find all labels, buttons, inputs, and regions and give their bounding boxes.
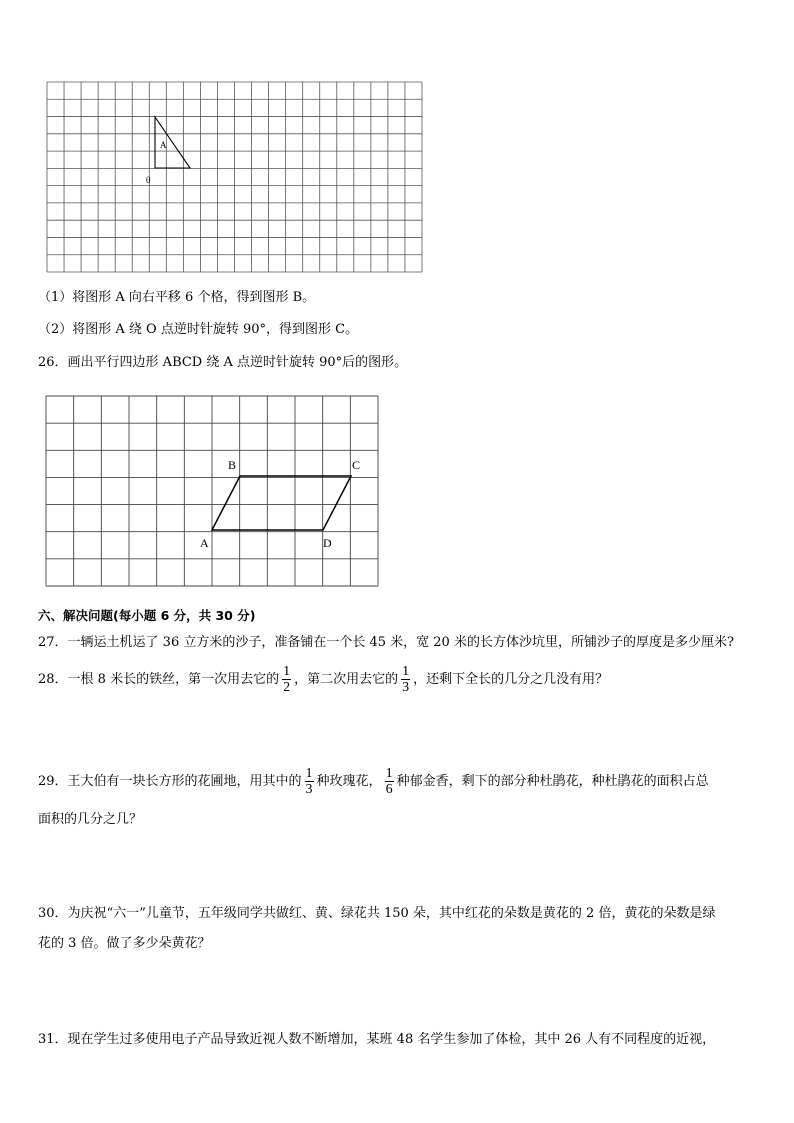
label-b: B (228, 458, 237, 472)
q28-part3: ，还剩下全长的几分之几没有用？ (413, 672, 609, 687)
q29-part2: 种玫瑰花， (316, 774, 382, 789)
grid-1-lines (47, 82, 422, 272)
fraction-one-third: $\frac{1}{3}$ (305, 766, 313, 797)
q30-line2: 花的 3 倍。做了多少朵黄花？ (38, 936, 211, 951)
q26-text: 26．画出平行四边形 ABCD 绕 A 点逆时针旋转 90°后的图形。 (38, 355, 408, 370)
label-o: 0 (146, 175, 151, 185)
fraction-one-half: $\frac{1}{2}$ (283, 664, 291, 695)
label-a: A (200, 536, 209, 550)
q27-text: 27．一辆运土机运了 36 立方米的沙子，准备铺在一个长 45 米，宽 20 米的长方体沙坑里，所铺沙子的厚度是多少厘米? (38, 635, 734, 650)
q25-part2: （2）将图形 A 绕 O 点逆时针旋转 90°，得到图形 C。 (38, 322, 359, 337)
label-a: A (160, 140, 167, 150)
parallelogram-abcd (212, 476, 351, 530)
q29-part1: 29．王大伯有一块长方形的花圃地，用其中的 (38, 774, 302, 789)
fraction-one-sixth: $\frac{1}{6}$ (385, 766, 393, 797)
q29-part3: 种郁金香，剩下的部分种杜鹃花，种杜鹃花的面积占总 (396, 774, 709, 789)
fraction-one-third: $\frac{1}{3}$ (402, 664, 410, 695)
grid-figure-a (0, 0, 794, 280)
grid-parallelogram (0, 390, 794, 590)
section-title: 六、解决问题(每小题 6 分，共 30 分) (38, 608, 256, 623)
label-c: C (352, 458, 361, 472)
grid-2-lines (46, 396, 378, 586)
q31-line1: 31．现在学生过多使用电子产品导致近视人数不断增加，某班 48 名学生参加了体检，其中 26 人有不同程度的近视， (38, 1032, 716, 1047)
q29-line2: 面积的几分之几？ (38, 812, 143, 827)
q29-line1 (38, 764, 709, 800)
q28-text (38, 662, 608, 698)
q25-part1: （1）将图形 A 向右平移 6 个格，得到图形 B。 (38, 290, 316, 305)
q28-part1: 28．一根 8 米长的铁丝，第一次用去它的 (38, 672, 280, 687)
label-d: D (323, 536, 332, 550)
q30-line1: 30．为庆祝“六一”儿童节，五年级同学共做红、黄、绿花共 150 朵，其中红花的朵数是黄花的 2 倍，黄花的朵数是绿 (38, 906, 716, 921)
q28-part2: ，第二次用去它的 (294, 672, 399, 687)
